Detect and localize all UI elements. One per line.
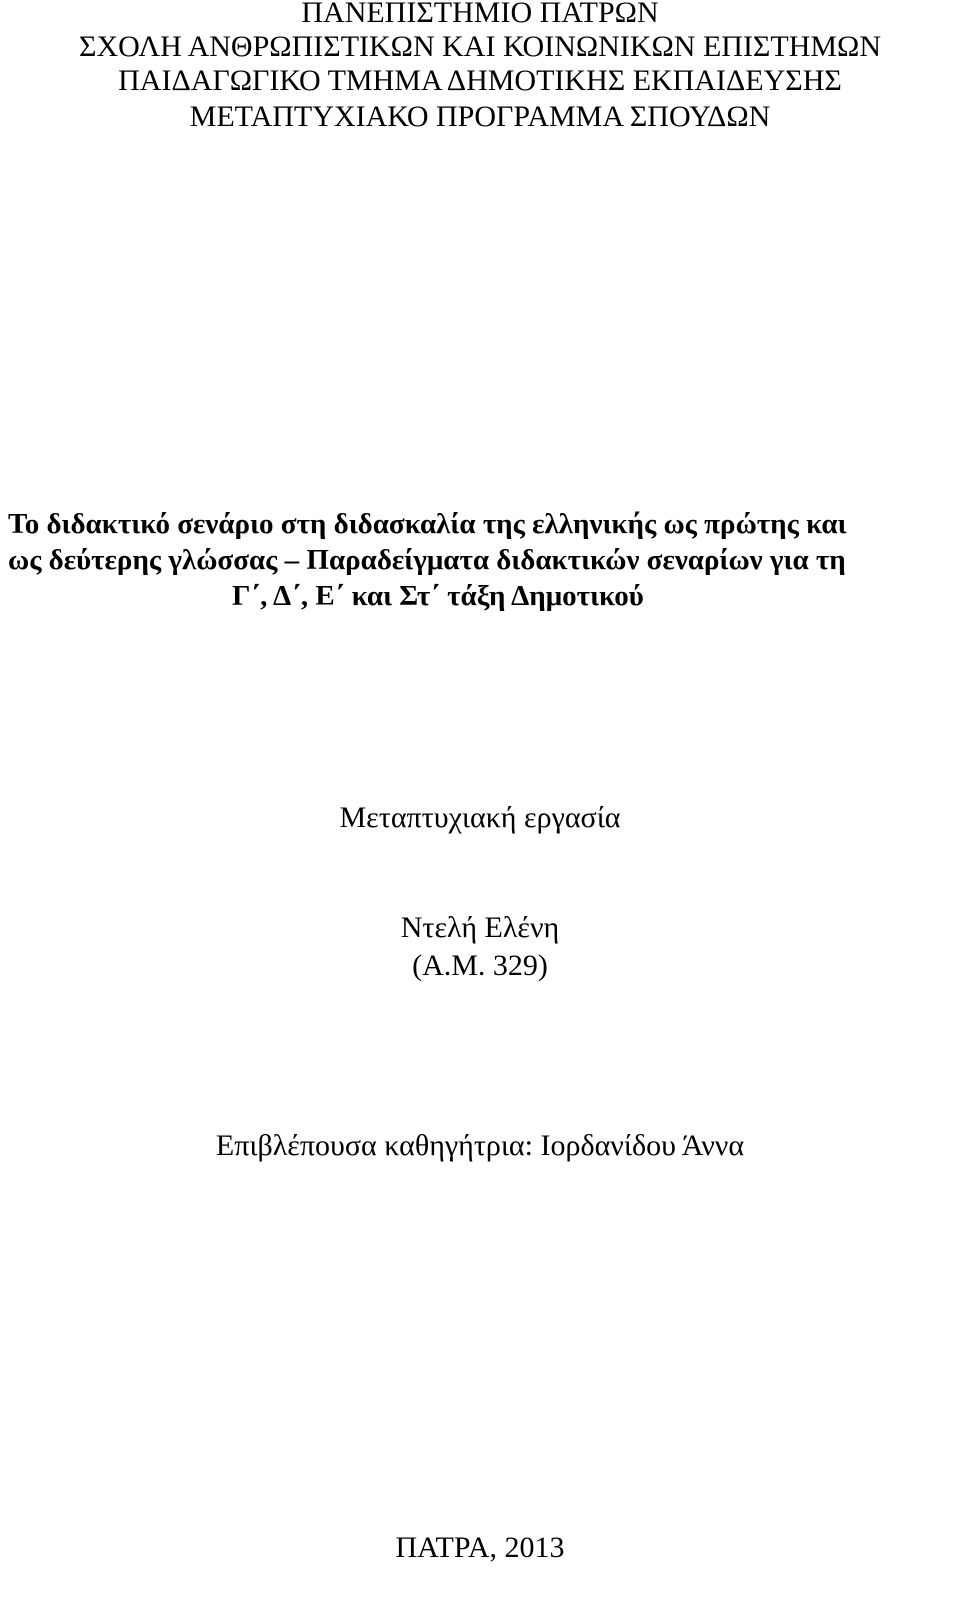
department-name: ΠΑΙΔΑΓΩΓΙΚΟ ΤΜΗΜΑ ΔΗΜΟΤΙΚΗΣ ΕΚΠΑΙΔΕΥΣΗΣ — [118, 64, 842, 97]
document-type: Μεταπτυχιακή εργασία — [339, 801, 621, 834]
thesis-title — [0, 506, 960, 614]
program-name: ΜΕΤΑΠΤΥΧΙΑΚΟ ΠΡΟΓΡΑΜΜΑ ΣΠΟΥΔΩΝ — [189, 100, 771, 133]
author-name: Ντελή Ελένη — [400, 911, 560, 944]
place-date: ΠΑΤΡΑ, 2013 — [395, 1531, 565, 1564]
thesis-title-line-1: Το διδακτικό σενάριο στη διδασκαλία της ελληνικής ως πρώτης και — [8, 508, 847, 540]
thesis-title-line-3: Γ΄, Δ΄, Ε΄ και Στ΄ τάξη Δημοτικού — [232, 580, 644, 612]
school-name: ΣΧΟΛΗ ΑΝΘΡΩΠΙΣΤΙΚΩΝ ΚΑΙ ΚΟΙΝΩΝΙΚΩΝ ΕΠΙΣΤΗΜΩΝ — [78, 30, 882, 63]
thesis-title-line-2: ως δεύτερης γλώσσας – Παραδείγματα διδακτικών σεναρίων για τη — [8, 544, 846, 576]
author-registration: (Α.Μ. 329) — [412, 949, 548, 982]
supervisor: Επιβλέπουσα καθηγήτρια: Ιορδανίδου Άννα — [215, 1129, 745, 1162]
university-name: ΠΑΝΕΠΙΣΤΗΜΙΟ ΠΑΤΡΩΝ — [301, 0, 659, 29]
